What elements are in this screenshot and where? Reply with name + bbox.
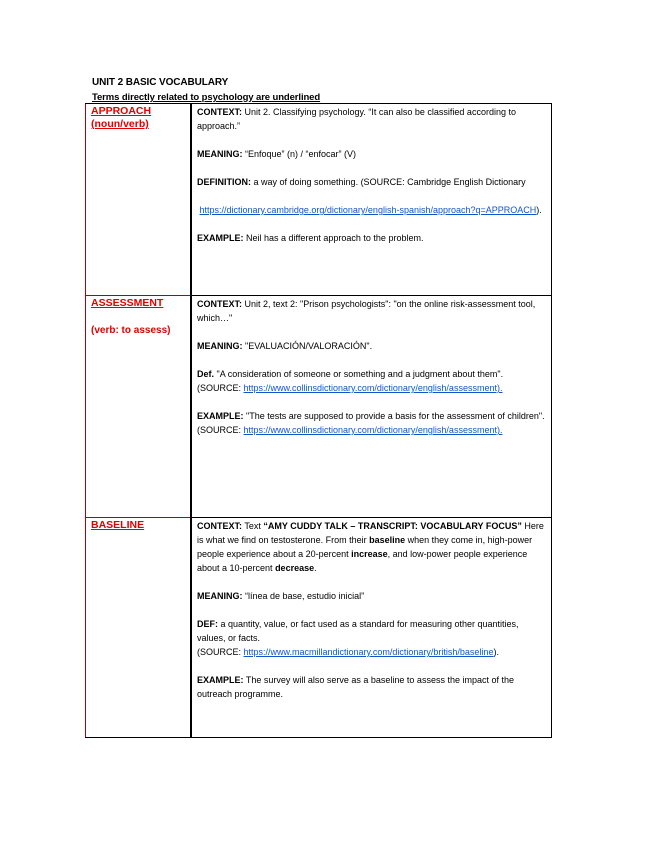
context-text: Here is what we find on testosterone. From their [197,521,544,545]
term-cell [86,518,192,738]
meaning-label: MEANING: [197,591,243,601]
context-keyword: decrease [275,563,315,573]
context-text: Text [242,521,264,531]
meaning-paragraph [197,339,547,353]
definition-label: Def. [197,369,215,379]
context-source-title: “AMY CUDDY TALK – TRANSCRIPT: VOCABULARY FOCUS” [263,521,522,531]
meaning-paragraph [197,147,547,161]
example-text: The survey will also serve as a baseline to assess the impact of the outreach programme. [197,675,514,699]
term-word: ASSESSMENT [91,297,164,309]
context-text: , and low-power people experience about a 10-percent [197,549,528,573]
meaning-text: “línea de base, estudio inicial” [242,591,365,601]
source-link[interactable]: https://dictionary.cambridge.org/dictionary/english-spanish/approach?q=APPROACH [199,205,537,215]
meaning-text: “Enfoque” (n) / “enfocar” (V) [242,149,357,159]
context-paragraph [197,105,547,133]
source-paragraph [197,381,547,395]
definition-cell [191,296,552,518]
context-keyword: baseline [369,535,406,545]
context-text: . [314,563,317,573]
source-prefix: (SOURCE: [197,647,244,657]
source-prefix: (SOURCE: [197,383,244,393]
context-label: CONTEXT: [197,299,242,309]
document-subtitle: Terms directly related to psychology are underlined [92,92,321,103]
context-label: CONTEXT: [197,107,242,117]
source-link[interactable]: https://www.macmillandictionary.com/dictionary/british/baseline [243,647,494,657]
table-row [86,518,552,738]
context-paragraph [197,519,547,575]
example-label: EXAMPLE: [197,233,244,243]
term-part-of-speech: (verb: to assess) [91,325,171,336]
source-paragraph [197,423,547,437]
meaning-label: MEANING: [197,341,243,351]
context-text: Unit 2, text 2: "Prison psychologists": "on the online risk-assessment tool, which…" [197,299,536,323]
definition-paragraph [197,175,547,189]
definition-label: DEFINITION: [197,177,251,187]
example-paragraph [197,409,547,423]
source-paragraph [197,203,547,217]
table-row [86,296,552,518]
term-cell [86,296,192,518]
definition-cell [191,104,552,296]
source-link[interactable]: https://www.collinsdictionary.com/dictionary/english/assessment). [243,425,503,435]
term-cell [86,104,192,296]
source-tail: ). [493,647,499,657]
meaning-paragraph [197,589,547,603]
example-text: "The tests are supposed to provide a basis for the assessment of children". [243,411,545,421]
example-text: Neil has a different approach to the problem. [243,233,424,243]
vocabulary-table [85,103,552,738]
context-keyword: increase [351,549,388,559]
definition-label: DEF: [197,619,218,629]
source-link[interactable]: https://www.collinsdictionary.com/dictionary/english/assessment). [243,383,503,393]
definition-paragraph [197,367,547,381]
source-prefix: (SOURCE: [197,425,244,435]
term-word: BASELINE [91,519,145,531]
table-row [86,104,552,296]
example-label: EXAMPLE: [197,411,244,421]
definition-text: "A consideration of someone or something and a judgment about them". [214,369,504,379]
source-tail: ). [536,205,542,215]
example-paragraph [197,673,547,701]
meaning-label: MEANING: [197,149,243,159]
definition-cell [191,518,552,738]
meaning-text: "EVALUACIÓN/VALORACIÓN". [242,341,373,351]
definition-paragraph [197,617,547,645]
example-paragraph [197,231,547,245]
example-label: EXAMPLE: [197,675,244,685]
term-part-of-speech: (noun/verb) [91,118,149,130]
context-text: Unit 2. Classifying psychology. “It can also be classified according to approach.” [197,107,516,131]
definition-text: a quantity, value, or fact used as a standard for measuring other quantities, values, or facts. [197,619,519,643]
context-paragraph [197,297,547,325]
context-text: when they come in, high-power people experience about a 20-percent [197,535,533,559]
context-label: CONTEXT: [197,521,242,531]
document-title: UNIT 2 BASIC VOCABULARY [92,77,229,88]
term-word: APPROACH [91,105,152,117]
source-paragraph [197,645,547,659]
definition-text: a way of doing something. (SOURCE: Cambridge English Dictionary [251,177,526,187]
